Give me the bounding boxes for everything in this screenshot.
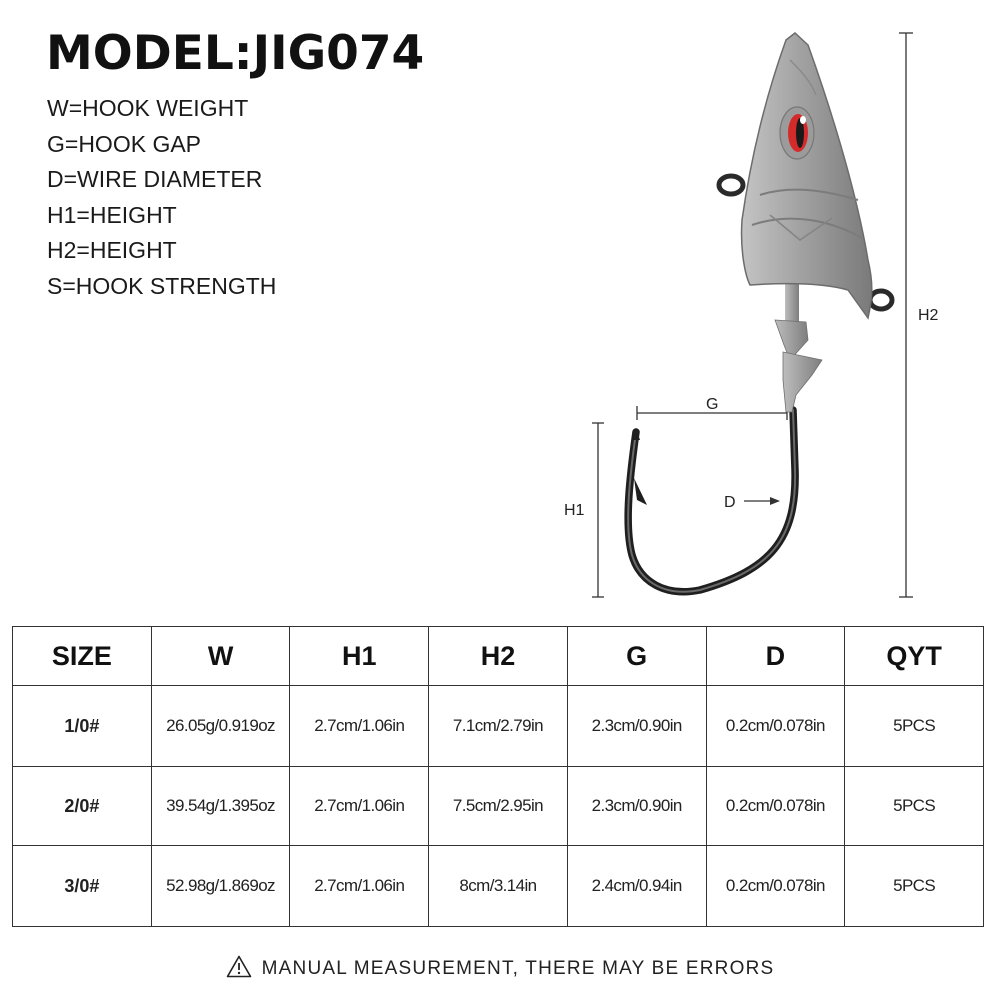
measurement-note [0, 955, 1000, 980]
cell-size: 3/0# [13, 846, 152, 927]
cell-g: 2.3cm/0.90in [567, 686, 706, 767]
abbreviation-legend [47, 94, 276, 307]
g-dimension [637, 396, 787, 420]
header-h2: H2 [429, 627, 568, 686]
model-title: MODEL:JIG074 [46, 26, 425, 81]
line-tie-front [719, 176, 743, 194]
shank [775, 272, 822, 412]
cell-d: 0.2cm/0.078in [706, 846, 845, 927]
cell-g: 2.3cm/0.90in [567, 767, 706, 846]
header-size: SIZE [13, 627, 152, 686]
cell-h1: 2.7cm/1.06in [290, 767, 429, 846]
legend-item-h2: H2=HEIGHT [47, 237, 177, 263]
header-g: G [567, 627, 706, 686]
legend-item-s: S=HOOK STRENGTH [47, 272, 277, 299]
cell-w: 39.54g/1.395oz [151, 767, 290, 846]
cell-qyt: 5PCS [845, 767, 984, 846]
cell-size: 2/0# [13, 767, 152, 846]
cell-h1: 2.7cm/1.06in [290, 846, 429, 927]
legend-item-d: D=WIRE DIAMETER [47, 166, 263, 192]
h1-dimension [564, 423, 604, 597]
header-w: W [151, 627, 290, 686]
h2-dimension [899, 33, 946, 597]
cell-h2: 8cm/3.14in [429, 846, 568, 927]
cell-h2: 7.5cm/2.95in [429, 767, 568, 846]
cell-qyt: 5PCS [845, 846, 984, 927]
cell-d: 0.2cm/0.078in [706, 767, 845, 846]
legend-item-w: W=HOOK WEIGHT [47, 95, 249, 121]
jig-hook-diagram [540, 20, 1000, 610]
cell-g: 2.4cm/0.94in [567, 846, 706, 927]
warning-icon [226, 955, 252, 978]
jig-eye [780, 107, 814, 159]
cell-d: 0.2cm/0.078in [706, 686, 845, 767]
cell-w: 52.98g/1.869oz [151, 846, 290, 927]
table-row [13, 686, 984, 767]
cell-qyt: 5PCS [845, 686, 984, 767]
h1-label: H1 [564, 502, 585, 519]
spec-table [12, 626, 984, 927]
cell-h2: 7.1cm/2.79in [429, 686, 568, 767]
g-label: G [706, 396, 719, 413]
header-d: D [706, 627, 845, 686]
legend-item-h1: H1=HEIGHT [47, 201, 177, 228]
h2-label: H2 [918, 307, 939, 324]
legend-item-g: G=HOOK GAP [47, 130, 202, 157]
header-h1: H1 [290, 627, 429, 686]
cell-w: 26.05g/0.919oz [151, 686, 290, 767]
cell-size: 1/0# [13, 686, 152, 767]
jig-head [742, 33, 872, 318]
cell-h1: 2.7cm/1.06in [290, 686, 429, 767]
table-row [13, 846, 984, 927]
d-label: D [724, 494, 736, 511]
line-tie-back [870, 291, 892, 309]
table-row [13, 767, 984, 846]
header-qyt: QYT [845, 627, 984, 686]
table-header-row [13, 627, 984, 686]
d-indicator [724, 494, 780, 511]
note-text: MANUAL MEASUREMENT, THERE MAY BE ERRORS [261, 958, 775, 979]
